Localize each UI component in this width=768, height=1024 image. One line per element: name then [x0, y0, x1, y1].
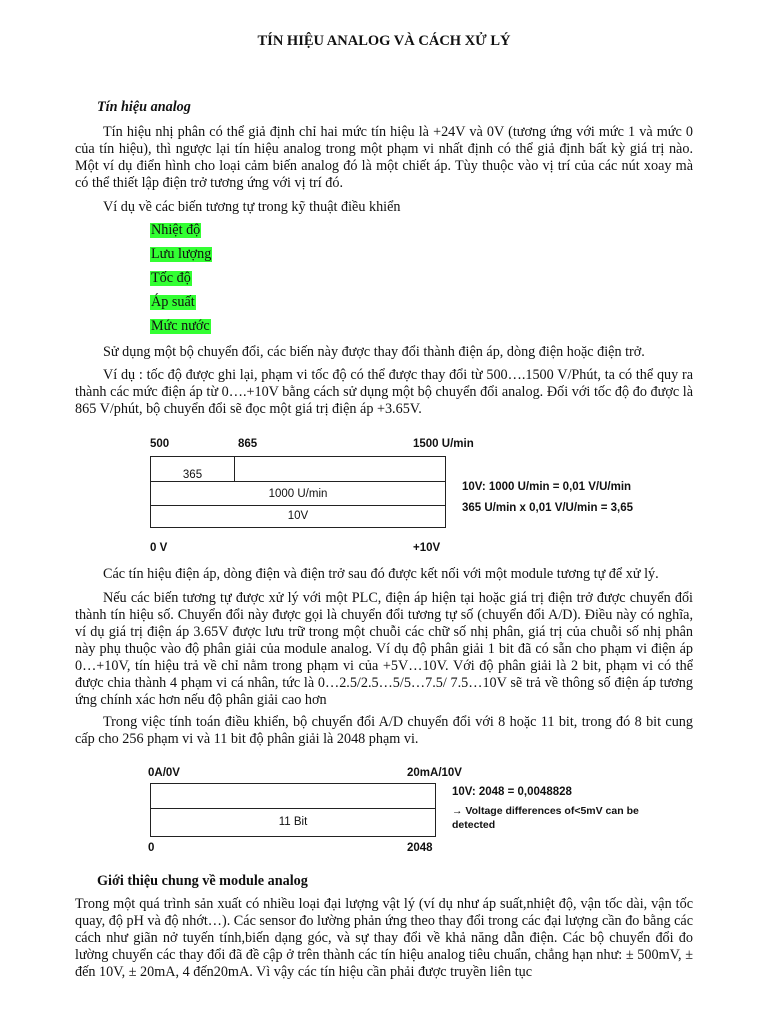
- paragraph-text: Các tín hiệu điện áp, dòng điện và điện trở sau đó được kết nối với một module tương tự để xử lý.: [103, 566, 659, 582]
- diagram2-label-0: 0: [148, 842, 155, 854]
- diagram1-label-10v: +10V: [413, 542, 441, 554]
- highlighted-item-pressure: Áp suất: [151, 294, 195, 310]
- highlighted-item-temperature: Nhiệt độ: [151, 222, 201, 238]
- diagram1-cell-range: 1000 U/min: [150, 481, 446, 506]
- highlighted-item-flow: Lưu lượng: [151, 246, 212, 262]
- paragraph-speed-example: [75, 367, 693, 418]
- diagram1-note-ratio: 10V: 1000 U/min = 0,01 V/U/min: [462, 481, 632, 493]
- highlighted-item-speed: Tốc độ: [151, 270, 191, 286]
- diagram1-label-500: 500: [150, 438, 170, 450]
- diagram2-note-detect: → Voltage differences of<5mV can be detected: [452, 805, 639, 831]
- paragraph-text: Trong một quá trình sản xuất có nhiều loại đại lượng vật lý (ví dụ như áp suất,nhiệt độ, vận tốc dài, vận tốc quay, độ pH và độ nhớt…). Các sensor đo lường phản ứng theo thay đổi trong các đại lượng cần đo bằng các cách như giãn nở tuyến tính,biến dạng góc, và sự thay đổi về khả năng dẫn điện. Các bộ chuyển đổi đo lường chuyển các thay đổi đã đề cập ở trên thành các tín hiệu analog tiêu chuẩn, chẳng hạn như: ± 500mV, ± đến 10V, ± 20mA, 4 đến20mA. Vì vậy các tín hiệu cần phải được truyền liên tục: [75, 896, 693, 980]
- diagram1-note-calc: 365 U/min x 0,01 V/U/min = 3,65: [462, 502, 633, 514]
- paragraph-text: Ví dụ : tốc độ được ghi lại, phạm vi tốc độ có thể được thay đổi từ 500….1500 V/Phút, ta có thể quy ra thành các mức điện áp từ 0….+10V bằng cách sử dụng một bộ chuyển đổi analog. Đối với tốc độ đo được là 865 V/phút, bộ chuyển đổi sẽ đọc một giá trị điện áp +3.65V.: [75, 367, 693, 417]
- paragraph-text: Ví dụ về các biến tương tự trong kỹ thuật điều khiển: [103, 199, 401, 215]
- section-heading-module: Giới thiệu chung về module analog: [97, 873, 308, 889]
- paragraph-converter: [75, 344, 693, 361]
- diagram1-label-0v: 0 V: [150, 542, 168, 554]
- diagram1-cell-volt: 10V: [287, 510, 309, 522]
- paragraph-ad-conversion: [75, 590, 693, 709]
- diagram1-cell-365: 365: [150, 456, 235, 482]
- diagram2-note-ratio: 10V: 2048 = 0,0048828: [452, 786, 572, 798]
- section-heading-analog: Tín hiệu analog: [97, 99, 191, 115]
- paragraph-text: Trong việc tính toán điều khiển, bộ chuyển đổi A/D chuyển đổi với 8 hoặc 11 bit, trong đó 8 bit cung cấp cho 256 phạm vi và 11 bit độ phân giải là 2048 phạm vi.: [75, 714, 693, 747]
- diagram1-label-1500: 1500 U/min: [413, 438, 474, 450]
- page-title: TÍN HIỆU ANALOG VÀ CÁCH XỬ LÝ: [257, 33, 511, 49]
- diagram2-label-2048: 2048: [407, 842, 433, 854]
- paragraph-text: Tín hiệu nhị phân có thể giả định chỉ hai mức tín hiệu là +24V và 0V (tương ứng với mức 1 và mức 0 của tín hiệu), thì ngược lại tín hiệu analog trong một phạm vi nhất định có thể giả định bất kỳ giá trị nào. Một ví dụ điển hình cho loại cảm biến analog đó là một chiết áp. Tùy thuộc vào vị trí của các nút xoay mà có thể thiết lập điện trở tương ứng với vị trí đó.: [75, 124, 693, 191]
- paragraph-module-connect: [75, 566, 693, 583]
- paragraph-text: Nếu các biến tương tự được xử lý với một PLC, điện áp hiện tại hoặc giá trị điện trở được chuyển đổi thành tín hiệu số. Chuyển đổi này được gọi là chuyển đổi tương tự số (chuyển đổi A/D). Điều này có nghĩa, ví dụ giá trị điện áp 3.65V được lưu trữ trong một chuỗi các chữ số nhị phân, giá trị của chuỗi số nhị phân này phụ thuộc vào độ phân giải của module analog. Ví dụ độ phân giải 1 bit đã có sẵn cho phạm vi điện áp 0…+10V, tín hiệu trả về chỉ nằm trong phạm vi của +5V…10V. Với độ phân giải là 2 bit, phạm vi có thể được chia thành 4 phạm vi cá nhân, tức là 0…2.5/2.5…5/5…7.5/ 7.5…10V sẽ trả về thông số điện áp tương ứng chính xác hơn nếu độ phân giải cao hơn: [75, 590, 693, 708]
- diagram2-label-20ma: 20mA/10V: [407, 767, 462, 779]
- diagram1-label-865: 865: [238, 438, 258, 450]
- paragraph-resolution: [75, 714, 693, 748]
- paragraph-text: Sử dụng một bộ chuyển đổi, các biến này được thay đổi thành điện áp, dòng điện hoặc điện trở.: [103, 344, 645, 360]
- highlighted-item-water-level: Mức nước: [151, 318, 210, 334]
- paragraph-module-intro: [75, 896, 693, 981]
- diagram2-label-0a: 0A/0V: [148, 767, 180, 779]
- paragraph-examples-intro: [75, 199, 693, 216]
- paragraph-binary-vs-analog: [75, 124, 693, 192]
- diagram2-cell-bits: 11 Bit: [150, 808, 436, 837]
